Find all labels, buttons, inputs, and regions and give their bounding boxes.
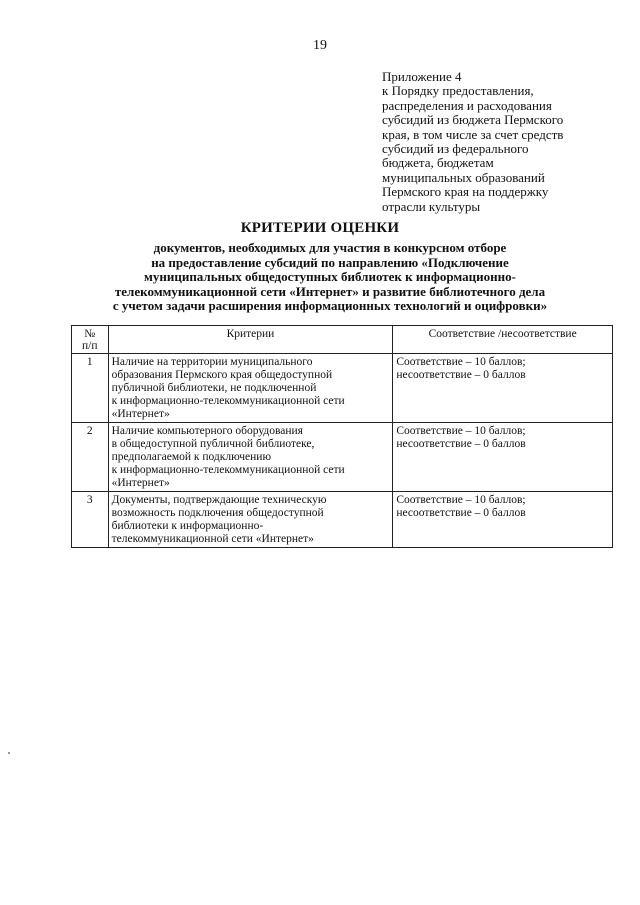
row-number: 2 bbox=[72, 423, 109, 492]
appendix-line: распределения и расходования bbox=[382, 97, 552, 113]
scan-speck bbox=[8, 752, 10, 754]
appendix-line: Пермского края на поддержку bbox=[382, 184, 549, 200]
row-match bbox=[393, 354, 613, 423]
document-title: КРИТЕРИИ ОЦЕНКИ bbox=[240, 220, 400, 236]
appendix-line: Приложение 4 bbox=[382, 69, 462, 84]
document-subtitle bbox=[60, 241, 600, 314]
subtitle-line: муниципальных общедоступных библиотек к информационно- bbox=[144, 269, 516, 285]
header-number bbox=[72, 326, 109, 354]
match-line: Соответствие – 10 баллов; bbox=[396, 494, 526, 506]
criteria-line: предполагаемой к подключению bbox=[111, 451, 272, 463]
row-number: 3 bbox=[72, 492, 109, 548]
table-header-row bbox=[72, 326, 613, 354]
row-criteria bbox=[108, 492, 393, 548]
appendix-line: бюджета, бюджетам bbox=[382, 155, 494, 171]
match-line: Соответствие – 10 баллов; bbox=[396, 356, 526, 368]
criteria-line: телекоммуникационной сети «Интернет» bbox=[111, 533, 314, 545]
criteria-line: к информационно-телекоммуникационной сети bbox=[111, 464, 345, 476]
criteria-line: «Интернет» bbox=[111, 408, 170, 420]
row-match bbox=[393, 423, 613, 492]
appendix-line: края, в том числе за счет средств bbox=[382, 126, 564, 142]
match-line: Соответствие – 10 баллов; bbox=[396, 425, 526, 437]
appendix-line: субсидий из федерального bbox=[382, 141, 529, 157]
table-row bbox=[72, 492, 613, 548]
appendix-line: субсидий из бюджета Пермского bbox=[382, 112, 564, 128]
criteria-line: «Интернет» bbox=[111, 477, 170, 489]
criteria-line: к информационно-телекоммуникационной сети bbox=[111, 395, 345, 407]
criteria-line: возможность подключения общедоступной bbox=[111, 507, 324, 519]
header-number-line: № bbox=[84, 328, 96, 340]
subtitle-line: на предоставление субсидий по направлению «Подключение bbox=[151, 254, 509, 270]
table-row bbox=[72, 423, 613, 492]
header-match: Соответствие /несоответствие bbox=[393, 326, 613, 354]
criteria-line: образования Пермского края общедоступной bbox=[111, 369, 333, 381]
row-match bbox=[393, 492, 613, 548]
match-line: несоответствие – 0 баллов bbox=[396, 507, 526, 519]
appendix-block bbox=[382, 70, 622, 214]
header-criteria: Критерии bbox=[108, 326, 393, 354]
header-number-line: п/п bbox=[82, 340, 98, 352]
appendix-line: к Порядку предоставления, bbox=[382, 83, 534, 99]
row-criteria bbox=[108, 423, 393, 492]
criteria-line: Документы, подтверждающие техническую bbox=[111, 494, 327, 506]
table-row bbox=[72, 354, 613, 423]
appendix-line: отрасли культуры bbox=[382, 198, 481, 214]
criteria-line: публичной библиотеки, не подключенной bbox=[111, 382, 317, 394]
criteria-line: библиотеки к информационно- bbox=[111, 520, 264, 532]
subtitle-line: с учетом задачи расширения информационных технологий и оцифровки» bbox=[112, 298, 548, 314]
subtitle-line: документов, необходимых для участия в конкурсном отборе bbox=[153, 240, 507, 255]
subtitle-line: телекоммуникационной сети «Интернет» и развитие библиотечного дела bbox=[114, 283, 546, 299]
match-line: несоответствие – 0 баллов bbox=[396, 438, 526, 450]
appendix-line: муниципальных образований bbox=[382, 169, 545, 185]
match-line: несоответствие – 0 баллов bbox=[396, 369, 526, 381]
criteria-line: в общедоступной публичной библиотеке, bbox=[111, 438, 315, 450]
criteria-table bbox=[71, 325, 613, 548]
page-number: 19 bbox=[313, 38, 327, 53]
criteria-line: Наличие на территории муниципального bbox=[111, 356, 313, 368]
row-number: 1 bbox=[72, 354, 109, 423]
criteria-line: Наличие компьютерного оборудования bbox=[111, 425, 303, 437]
row-criteria bbox=[108, 354, 393, 423]
